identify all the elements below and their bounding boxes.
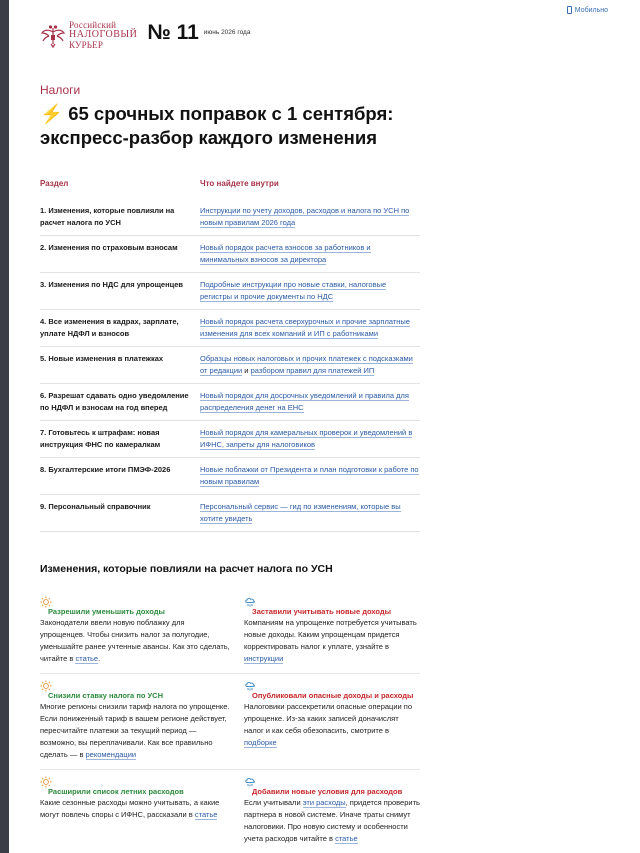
change-card <box>40 590 230 673</box>
toc-section-label: 1. Изменения, которые повлияли на расчет налога по УСН <box>40 206 175 227</box>
logo-line-2: НАЛОГОВЫЙ <box>69 29 138 40</box>
toc-row <box>40 495 420 532</box>
toc-section-label: 3. Изменения по НДС для упрощенцев <box>40 280 184 289</box>
inline-text: Многие регионы снизили тариф налога по упрощенке. Если пониженный тариф в вашем регионе действует, пересчитайте платежи за текущий период — возможно, вы переплачивали. Как все правильно сделать — в <box>40 702 230 759</box>
toc-description <box>200 427 420 451</box>
change-card <box>230 674 420 769</box>
card-body <box>244 701 420 749</box>
inline-text: . <box>98 654 101 663</box>
toc-description <box>200 242 420 266</box>
toc-description <box>200 501 420 525</box>
card-caption: Добавили новые условия для расходов <box>252 787 403 796</box>
toc-header <box>40 179 420 199</box>
inline-text: Законодатели ввели новую поблажку для упрощенцев. Чтобы снизить налог за полугодие, уменьшайте ранее учтенные авансы. Как это сделать, читайте в <box>40 618 230 663</box>
inline-link[interactable]: Образцы новых налоговых и прочих платежек с подсказками от редакции <box>200 354 413 375</box>
toc-section-label: 7. Готовьтесь к штрафам: новая инструкция ФНС по камералкам <box>40 428 161 449</box>
toc-row <box>40 347 420 384</box>
toc-description <box>200 205 420 229</box>
logo-wordmark <box>69 20 137 50</box>
card-caption: Снизили ставку налога по УСН <box>48 691 164 700</box>
inline-text: Какие сезонные расходы можно учитывать, а какие могут повлечь споры с ИФНС, рассказали в <box>40 798 220 819</box>
logo-line-1: Российский <box>69 20 117 30</box>
toc-description <box>200 316 420 340</box>
toc-description <box>200 390 420 414</box>
inline-link[interactable]: рекомендации <box>85 750 137 759</box>
inline-text: Налоговики рассекретили опасные операции по упрощенке. Из-за каких записей доначислят налог и как себя обезопасить, смотрите в <box>244 702 413 735</box>
issue-number: № 11 <box>147 21 199 44</box>
inline-link[interactable]: Новый порядок для досрочных уведомлений и правила для распределения денег на ЕНС <box>200 391 409 412</box>
left-edge-strip <box>0 0 9 853</box>
inline-link[interactable]: Персональный сервис — гид по изменениям, которые вы хотите увидеть <box>200 502 401 523</box>
issue-date: июнь 2026 года <box>203 29 251 36</box>
card-row <box>40 674 420 770</box>
card-body <box>244 797 420 845</box>
card-body <box>40 701 230 761</box>
inline-text: , придется проверить партнера в новой системе. Иначе траты снимут налоговики. Про новую систему и особенности учета расходов читайте в <box>244 798 420 843</box>
toc-section-label: 9. Персональный справочник <box>40 502 151 511</box>
card-row <box>40 590 420 674</box>
mobile-version-link[interactable] <box>567 6 608 14</box>
lightning-icon: ⚡ <box>40 103 64 124</box>
inline-link[interactable]: инструкции <box>244 654 284 663</box>
inline-text: Компаниям на упрощенке потребуется учитывать новые доходы. Каким упрощенцам придется корректировать налог к уплате, узнайте в <box>244 618 417 651</box>
phone-icon <box>567 6 572 14</box>
toc-row <box>40 310 420 347</box>
toc-col-section: Раздел <box>40 179 69 188</box>
card-row <box>40 770 420 853</box>
card-caption: Заставили учитывать новые доходы <box>252 607 391 616</box>
toc-section-label: 2. Изменения по страховым взносам <box>40 243 178 252</box>
inline-link[interactable]: статье <box>194 810 218 819</box>
inline-link[interactable]: Новый порядок для камеральных проверок и уведомлений в ИФНС, запреты для налоговиков <box>200 428 413 449</box>
change-card <box>40 674 230 769</box>
eagle-emblem-icon <box>40 23 66 49</box>
change-card <box>230 590 420 673</box>
inline-link[interactable]: Новый порядок расчета сверхурочных и прочие зарплатные изменения для всех компаний и ИП с работниками <box>200 317 410 338</box>
card-body <box>40 797 230 821</box>
inline-link[interactable]: Подробные инструкции про новые ставки, налоговые регистры и прочие документы по НДС <box>200 280 387 301</box>
inline-text: Если учитывали <box>244 798 303 807</box>
logo[interactable] <box>40 20 137 50</box>
toc-section-label: 4. Все изменения в кадрах, зарплате, уплате НДФЛ и взносов <box>40 317 179 338</box>
toc-description <box>200 464 420 488</box>
toc-row <box>40 384 420 421</box>
article-title-text: 65 срочных поправок с 1 сентября: экспресс-разбор каждого изменения <box>40 103 394 148</box>
usn-section-title: Изменения, которые повлияли на расчет налога по УСН <box>40 563 333 575</box>
inline-link[interactable]: Новый порядок расчета взносов за работников и минимальных взносов за директора <box>200 243 371 264</box>
change-card <box>40 770 230 853</box>
toc-row <box>40 421 420 458</box>
change-card <box>230 770 420 853</box>
toc-rows <box>40 199 420 532</box>
card-body <box>40 617 230 665</box>
article-category[interactable]: Налоги <box>40 83 81 97</box>
card-body <box>244 617 420 665</box>
table-of-contents <box>40 179 420 532</box>
inline-link[interactable]: эти расходы <box>302 798 346 807</box>
article-title <box>40 102 420 150</box>
toc-section-label: 8. Бухгалтерские итоги ПМЭФ-2026 <box>40 465 171 474</box>
inline-link[interactable]: Новые поблажки от Президента и план подготовки к работе по новым правилам <box>200 465 419 486</box>
card-caption: Разрешили уменьшить доходы <box>48 607 165 616</box>
toc-row <box>40 236 420 273</box>
inline-text: и <box>242 366 251 375</box>
toc-description <box>200 279 420 303</box>
toc-row <box>40 458 420 495</box>
inline-link[interactable]: статье <box>75 654 99 663</box>
masthead <box>40 20 440 60</box>
toc-section-label: 6. Разрешат сдавать одно уведомление по НДФЛ и взносам на год вперед <box>40 391 189 412</box>
inline-link[interactable]: Инструкции по учету доходов, расходов и налога по УСН по новым правилам 2026 года <box>200 206 410 227</box>
toc-row <box>40 273 420 310</box>
toc-description <box>200 353 420 377</box>
toc-section-label: 5. Новые изменения в платежках <box>40 354 164 363</box>
toc-row <box>40 199 420 236</box>
logo-line-3: КУРЬЕР <box>69 40 104 50</box>
card-caption: Опубликовали опасные доходы и расходы <box>252 691 414 700</box>
usn-cards <box>40 590 420 853</box>
inline-link[interactable]: разбором правил для платежей ИП <box>250 366 375 375</box>
mobile-version-label: Мобильно <box>574 6 608 14</box>
toc-col-inside: Что найдете внутри <box>200 179 279 188</box>
inline-link[interactable]: статье <box>335 834 358 843</box>
card-caption: Расширили список летних расходов <box>48 787 184 796</box>
inline-link[interactable]: подборке <box>244 738 277 747</box>
